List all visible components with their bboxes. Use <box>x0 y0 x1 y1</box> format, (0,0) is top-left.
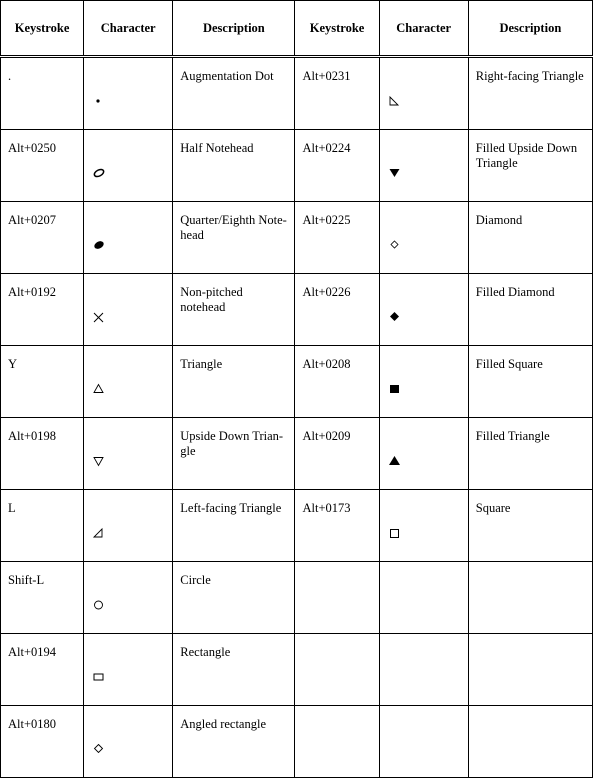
keystroke-text-2: Alt+0226 <box>302 285 351 299</box>
description-text: Augmentation Dot <box>180 69 274 83</box>
table-row <box>1 274 593 346</box>
left-facing-triangle-icon <box>90 522 112 544</box>
triangle-icon <box>90 378 112 400</box>
keystroke-cell <box>1 490 84 562</box>
character-cell <box>84 130 173 202</box>
description-cell-2 <box>468 130 592 202</box>
table-row <box>1 706 593 778</box>
description-text-2: Filled Diamond <box>475 285 555 299</box>
keystroke-text-2: Alt+0208 <box>302 357 351 371</box>
keystroke-text: Shift-L <box>8 573 45 587</box>
description-text: Upside Down Trian-gle <box>180 429 284 458</box>
description-text: Circle <box>180 573 211 587</box>
character-cell <box>84 706 173 778</box>
description-text: Quarter/Eighth Note-head <box>180 213 287 242</box>
description-cell-2 <box>468 274 592 346</box>
character-cell <box>84 57 173 130</box>
character-cell-2 <box>379 706 468 778</box>
character-cell-2 <box>379 418 468 490</box>
character-cell <box>84 274 173 346</box>
header-keystroke-2: Keystroke <box>295 1 379 57</box>
keystroke-cell-2 <box>295 634 379 706</box>
header-row <box>1 1 593 57</box>
description-cell-2 <box>468 706 592 778</box>
keystroke-cell-2 <box>295 418 379 490</box>
augmentation-dot-icon <box>90 90 112 112</box>
description-cell-2 <box>468 562 592 634</box>
description-cell-2 <box>468 418 592 490</box>
description-cell-2 <box>468 57 592 130</box>
half-notehead-icon <box>90 162 112 184</box>
description-cell <box>173 562 295 634</box>
keystroke-cell-2 <box>295 706 379 778</box>
keystroke-text: Alt+0192 <box>8 285 57 299</box>
description-cell <box>173 57 295 130</box>
keystroke-text: Alt+0194 <box>8 645 57 659</box>
description-cell <box>173 130 295 202</box>
rectangle-icon <box>90 666 112 688</box>
circle-icon <box>90 594 112 616</box>
description-text-2: Filled Square <box>475 357 543 371</box>
keystroke-cell-2 <box>295 346 379 418</box>
filled-diamond-icon <box>386 306 408 328</box>
keystroke-cell-2 <box>295 274 379 346</box>
character-cell-2 <box>379 130 468 202</box>
keystroke-cell <box>1 57 84 130</box>
description-cell <box>173 706 295 778</box>
keystroke-cell <box>1 274 84 346</box>
description-text-2: Filled Upside Down Triangle <box>475 141 578 170</box>
angled-rectangle-icon <box>90 738 112 760</box>
keystroke-text: Alt+0207 <box>8 213 57 227</box>
keystroke-cell-2 <box>295 57 379 130</box>
description-text: Left-facing Triangle <box>180 501 282 515</box>
character-cell <box>84 202 173 274</box>
table-row <box>1 562 593 634</box>
description-cell <box>173 274 295 346</box>
filled-triangle-icon <box>386 450 408 472</box>
character-cell-2 <box>379 274 468 346</box>
keystroke-text: . <box>8 69 12 83</box>
description-text: Triangle <box>180 357 223 371</box>
keystroke-cell-2 <box>295 562 379 634</box>
description-text-2 <box>469 706 592 717</box>
description-cell <box>173 634 295 706</box>
description-cell-2 <box>468 490 592 562</box>
description-text-2 <box>469 562 592 573</box>
keystroke-cell <box>1 346 84 418</box>
table-row <box>1 490 593 562</box>
description-text-2: Diamond <box>475 213 523 227</box>
keystroke-text: Y <box>8 357 18 371</box>
header-keystroke: Keystroke <box>1 1 84 57</box>
diamond-icon <box>386 234 408 256</box>
square-icon <box>386 522 408 544</box>
keystroke-text: Alt+0250 <box>8 141 57 155</box>
keystroke-cell-2 <box>295 202 379 274</box>
keystroke-text-2 <box>295 634 378 645</box>
character-cell <box>84 562 173 634</box>
description-cell-2 <box>468 202 592 274</box>
character-cell <box>84 634 173 706</box>
keystroke-text-2 <box>295 706 378 717</box>
description-cell <box>173 418 295 490</box>
table-row <box>1 202 593 274</box>
character-cell-2 <box>379 346 468 418</box>
keystroke-text-2: Alt+0209 <box>302 429 351 443</box>
character-cell <box>84 490 173 562</box>
table-row <box>1 634 593 706</box>
keystroke-text-2: Alt+0225 <box>302 213 351 227</box>
quarter-eighth-notehead-icon <box>90 234 112 256</box>
description-text-2 <box>469 634 592 645</box>
keystroke-cell <box>1 706 84 778</box>
non-pitched-notehead-icon <box>90 306 112 328</box>
header-description-2: Description <box>468 1 592 57</box>
description-text-2: Square <box>475 501 511 515</box>
character-cell <box>84 346 173 418</box>
keystroke-text: Alt+0198 <box>8 429 57 443</box>
keystroke-text-2: Alt+0231 <box>302 69 351 83</box>
filled-square-icon <box>386 378 408 400</box>
keystroke-cell <box>1 562 84 634</box>
character-cell-2 <box>379 202 468 274</box>
keystroke-cell-2 <box>295 490 379 562</box>
keystroke-cell <box>1 202 84 274</box>
keystroke-cell <box>1 634 84 706</box>
description-cell <box>173 346 295 418</box>
upside-down-triangle-icon <box>90 450 112 472</box>
keystroke-text-2: Alt+0224 <box>302 141 351 155</box>
table-row <box>1 346 593 418</box>
description-cell <box>173 490 295 562</box>
table-row <box>1 418 593 490</box>
keystroke-cell <box>1 418 84 490</box>
keystroke-cell <box>1 130 84 202</box>
description-cell <box>173 202 295 274</box>
description-text: Rectangle <box>180 645 231 659</box>
description-text-2: Filled Triangle <box>475 429 550 443</box>
character-cell-2 <box>379 490 468 562</box>
keystroke-cell-2 <box>295 130 379 202</box>
description-cell-2 <box>468 634 592 706</box>
character-cell <box>84 418 173 490</box>
keystroke-text: L <box>8 501 16 515</box>
right-facing-triangle-icon <box>386 90 408 112</box>
keystroke-text: Alt+0180 <box>8 717 57 731</box>
character-cell-2 <box>379 634 468 706</box>
header-description: Description <box>173 1 295 57</box>
character-cell-2 <box>379 57 468 130</box>
character-cell-2 <box>379 562 468 634</box>
description-text: Non-pitched notehead <box>180 285 243 314</box>
header-character: Character <box>84 1 173 57</box>
keystroke-text-2: Alt+0173 <box>302 501 351 515</box>
table-row <box>1 57 593 130</box>
description-text: Half Notehead <box>180 141 254 155</box>
description-cell-2 <box>468 346 592 418</box>
description-text-2: Right-facing Triangle <box>475 69 584 83</box>
filled-upside-down-triangle-icon <box>386 162 408 184</box>
table-row <box>1 130 593 202</box>
header-character-2: Character <box>379 1 468 57</box>
description-text: Angled rectangle <box>180 717 266 731</box>
keystroke-text-2 <box>295 562 378 573</box>
